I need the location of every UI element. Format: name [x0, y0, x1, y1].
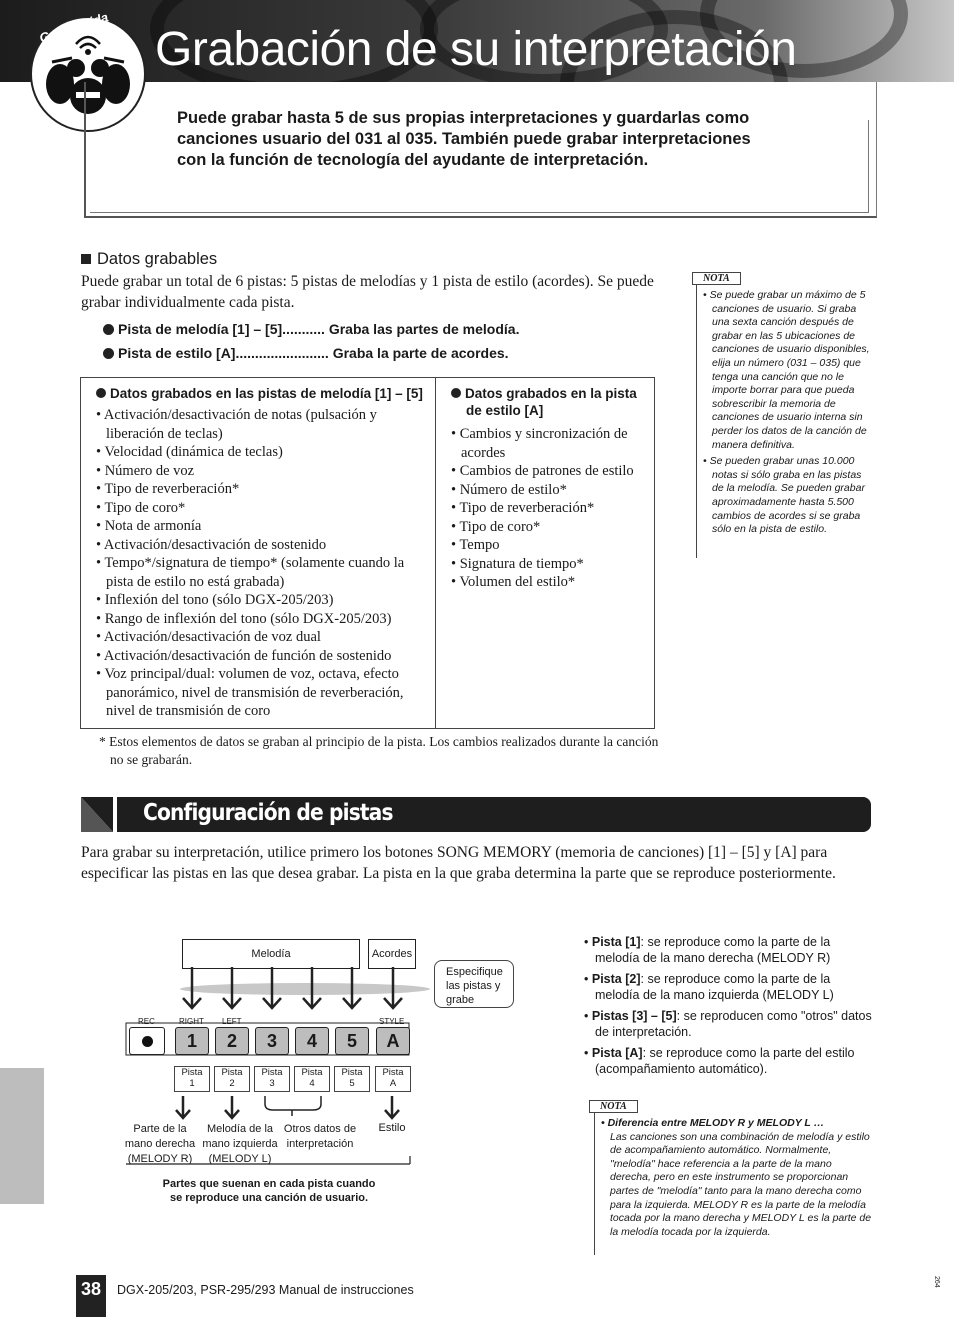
track-tag-text: Pista: [301, 1067, 323, 1078]
track-button-1[interactable]: 1: [175, 1027, 209, 1055]
track-button-a[interactable]: A: [376, 1027, 410, 1055]
list-item: • Velocidad (dinámica de teclas): [96, 443, 428, 462]
callout-bubble: [434, 960, 514, 1008]
track-tag-num: 3: [269, 1078, 275, 1089]
part-label-other: [278, 1122, 362, 1152]
part-line: Melodía de la: [206, 1123, 274, 1135]
table-right-head-text: Datos grabados en la pista de estilo [A]: [465, 386, 637, 418]
part-line: mano derecha: [124, 1138, 196, 1150]
list-item: • Tempo*/signatura de tiempo* (solamente cuando la pista de estilo no está grabada): [96, 554, 428, 591]
table-right-column: [451, 385, 647, 592]
callout-line: Especifique: [446, 966, 503, 978]
part-label-left: [198, 1122, 282, 1167]
list-item: • Número de voz: [96, 462, 428, 481]
bullet-dot-icon: [96, 388, 106, 398]
track-name: Pista [1]: [591, 935, 641, 949]
key-label-style: STYLE: [379, 1017, 405, 1026]
print-code: 264: [933, 1276, 940, 1288]
part-label-right: [120, 1122, 200, 1167]
nota-sidebar-2: [594, 1102, 875, 1255]
track-button-5[interactable]: 5: [335, 1027, 369, 1055]
track-tag-num: 4: [309, 1078, 315, 1089]
footer-manual-title: DGX-205/203, PSR-295/293 Manual de instrucciones: [117, 1283, 414, 1297]
track-tag-3: [254, 1066, 290, 1092]
list-item: • Activación/desactivación de función de sostenido: [96, 647, 428, 666]
section-corner-icon: [81, 797, 113, 832]
caption-line: Partes que suenan en cada pista cuando: [162, 1178, 376, 1190]
track-name: Pista [2]: [591, 972, 641, 986]
list-item: • Nota de armonía: [96, 517, 428, 536]
track-name: Pistas [3] – [5]: [591, 1009, 677, 1023]
track-tag-num: 2: [229, 1078, 235, 1089]
datos-body: [81, 271, 661, 364]
nota2-head: • Diferencia entre MELODY R y MELODY L …: [601, 1117, 825, 1129]
list-item: • Tipo de coro*: [96, 499, 428, 518]
part-label-style: Estilo: [378, 1122, 406, 1134]
track-name: Pista [A]: [591, 1046, 643, 1060]
track-tag-num: 5: [349, 1078, 355, 1089]
track-tag-text: Pista: [181, 1067, 203, 1078]
nota-tag-1: NOTA: [692, 272, 741, 285]
callout-line: grabe: [446, 994, 475, 1006]
table-left-list: [96, 406, 428, 721]
table-left-column: [96, 385, 428, 721]
track-description: : se reproduce como la parte de la melodía de la mano derecha (MELODY R): [595, 935, 831, 965]
config-body: Para grabar su interpretación, utilice primero los botones SONG MEMORY (memoria de canciones) [1] – [5] y [A] para especificar las pistas en las que desea grabar. La pista en la que graba determina la parte que se reproduce posteriormente.: [81, 844, 836, 882]
bullet-melody: [103, 319, 661, 340]
list-item: • Activación/desactivación de voz dual: [96, 628, 428, 647]
key-label-rec: REC: [138, 1017, 155, 1026]
nota-item: • Se pueden grabar unas 10.000 notas si sólo graba en las pistas de la melodía. Se pueden grabar aproximadamente hasta 5.500 cambios de acordes si se graba sólo en la pista de estilo.: [703, 455, 873, 537]
list-item: [584, 1045, 874, 1077]
track-tag-text: Pista: [382, 1067, 404, 1078]
list-item: • Tempo: [451, 536, 647, 555]
bullet-dot-icon: [451, 388, 461, 398]
track-tag-4: [294, 1066, 330, 1092]
nota-list-1: [703, 289, 873, 540]
bullet-style-text: Pista de estilo [A]........................ Graba la parte de acordes.: [118, 345, 509, 361]
guide-badge-label: Guía rápida: [37, 9, 111, 46]
list-item: • Cambios de patrones de estilo: [451, 462, 647, 481]
list-item: • Cambios y sincronización de acordes: [451, 425, 647, 462]
list-item: • Rango de inflexión del tono (sólo DGX-205/203): [96, 610, 428, 629]
part-line: interpretación: [286, 1138, 354, 1150]
datos-bullets: [81, 319, 661, 364]
track-tag-1: [174, 1066, 210, 1092]
bullet-dot-icon: [103, 324, 114, 335]
nota-tag-2: NOTA: [589, 1100, 638, 1113]
part-line: mano izquierda: [202, 1138, 278, 1150]
melody-box: Melodía: [182, 939, 360, 969]
track-button-2[interactable]: 2: [215, 1027, 249, 1055]
track-tag-a: [375, 1066, 411, 1092]
bullet-dot-icon: [103, 348, 114, 359]
nota2-body: Las canciones son una combinación de melodía y estilo de acompañamiento automático. Normalmente, "melodía" hace referencia a la parte de la mano derecha, pero en este instrumento se proporcionan partes de "melodía" tanto para la mano derecha como para la izquierda. MELODY R es la parte de la melodía tocada por la mano derecha y MELODY L es la parte de la melodía tocada por la izquierda.: [610, 1130, 872, 1238]
section-title-config: Configuración de pistas: [143, 800, 393, 826]
track-tag-num: 1: [189, 1078, 195, 1089]
list-item: • Número de estilo*: [451, 481, 647, 500]
list-item: • Tipo de reverberación*: [96, 480, 428, 499]
list-item: [584, 934, 874, 966]
track-tag-num: A: [389, 1078, 397, 1089]
diagram-caption: [130, 1177, 408, 1205]
chapter-tab: [0, 1068, 44, 1204]
page-title: Grabación de su interpretación: [155, 23, 797, 76]
part-line: (MELODY R): [127, 1153, 193, 1165]
track-button-3[interactable]: 3: [255, 1027, 289, 1055]
chords-box: Acordes: [368, 939, 416, 969]
datos-paragraph: Puede grabar un total de 6 pistas: 5 pistas de melodías y 1 pista de estilo (acordes). Se puede grabar individualmente cada pista.: [81, 273, 654, 311]
part-line: (MELODY L): [208, 1153, 272, 1165]
section-title-datos: [81, 250, 217, 269]
table-right-list: [451, 425, 647, 592]
list-item: • Inflexión del tono (sólo DGX-205/203): [96, 591, 428, 610]
key-label-right: RIGHT: [179, 1017, 204, 1026]
track-tag-text: Pista: [261, 1067, 283, 1078]
nota2-head-text: Diferencia entre MELODY R y MELODY L …: [607, 1117, 825, 1129]
table-footnote: * Estos elementos de datos se graban al principio de la pista. Los cambios realizados durante la canción no se grabarán.: [99, 734, 659, 767]
nota-item: • Se puede grabar un máximo de 5 canciones de usuario. Si graba una sexta canción después de grabar en las 5 ubicaciones de canciones de usuario disponibles, elija un número (031 – 035) que tenga una canción que no le importe borrar para que pueda sobrescribir la memoria de canciones de usuario interna sin perder los datos de la canción de manera definitiva.: [703, 289, 873, 452]
track-description: : se reproduce como la parte del estilo (acompañamiento automático).: [595, 1046, 855, 1076]
page-number: 38: [80, 1279, 102, 1299]
list-item: • Activación/desactivación de sostenido: [96, 536, 428, 555]
list-item: • Signatura de tiempo*: [451, 555, 647, 574]
table-left-head-text: Datos grabados en las pistas de melodía [1] – [5]: [110, 386, 423, 401]
track-description: : se reproducen como "otros" datos de interpretación.: [595, 1009, 872, 1039]
section-title-text: Datos grabables: [97, 250, 218, 268]
list-item: • Volumen del estilo*: [451, 573, 647, 592]
table-right-head: [451, 385, 647, 419]
bullet-melody-text: Pista de melodía [1] – [5]........... Graba las partes de melodía.: [118, 321, 520, 337]
track-explanation-list: [584, 934, 874, 1082]
list-item: • Tipo de coro*: [451, 518, 647, 537]
track-tag-text: Pista: [341, 1067, 363, 1078]
key-label-left: LEFT: [222, 1017, 242, 1026]
caption-line: se reproduce una canción de usuario.: [169, 1192, 369, 1204]
list-item: • Activación/desactivación de notas (pulsación y liberación de teclas): [96, 406, 428, 443]
list-item: [584, 971, 874, 1003]
record-dot-icon: [142, 1036, 153, 1047]
track-tag-5: [334, 1066, 370, 1092]
list-item: [584, 1008, 874, 1040]
list-item: • Voz principal/dual: volumen de voz, octava, efecto panorámico, nivel de transmisión de reverberación, nivel de transmisión de coro: [96, 665, 428, 721]
part-line: Parte de la: [133, 1123, 187, 1135]
track-tag-text: Pista: [221, 1067, 243, 1078]
part-line: Otros datos de: [283, 1123, 357, 1135]
callout-line: las pistas y: [446, 980, 501, 992]
list-item: • Tipo de reverberación*: [451, 499, 647, 518]
intro-text: Puede grabar hasta 5 de sus propias interpretaciones y guardarlas como canciones usuario del 031 al 035. También puede grabar interpretaciones con la función de tecnología del ayudante de interpretación.: [177, 109, 751, 169]
table-left-head: [96, 385, 428, 402]
nota-sidebar-1: [696, 273, 875, 558]
nota2-content: [601, 1117, 873, 1239]
track-description: : se reproduce como la parte de la melodía de la mano izquierda (MELODY L): [595, 972, 834, 1002]
track-tag-2: [214, 1066, 250, 1092]
rec-button[interactable]: [129, 1027, 165, 1055]
bullet-style: [103, 343, 661, 364]
square-bullet-icon: [81, 254, 91, 264]
table-divider: [435, 377, 436, 728]
track-button-4[interactable]: 4: [295, 1027, 329, 1055]
